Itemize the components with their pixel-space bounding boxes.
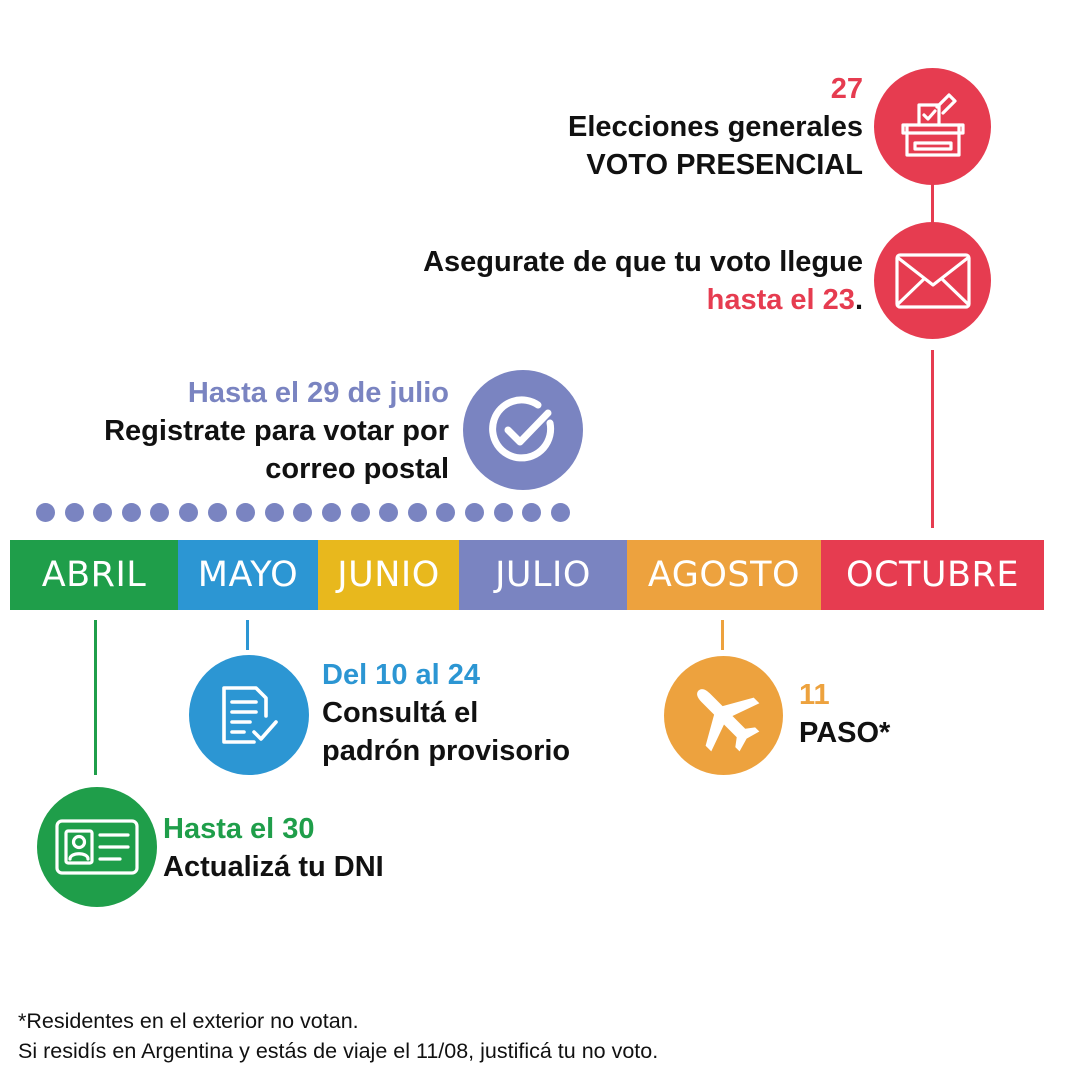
correo-title: Asegurate de que tu voto llegue bbox=[423, 246, 863, 278]
month-octubre: OCTUBRE bbox=[821, 540, 1044, 610]
padron-title: Consultá el bbox=[322, 697, 479, 729]
timeline-dot bbox=[293, 503, 312, 522]
timeline-dot bbox=[36, 503, 55, 522]
timeline-dot bbox=[436, 503, 455, 522]
padron-subtitle: padrón provisorio bbox=[322, 735, 571, 767]
month-julio: JULIO bbox=[459, 540, 627, 610]
timeline-dot bbox=[122, 503, 141, 522]
padron-date: Del 10 al 24 bbox=[322, 659, 480, 691]
timeline-dot bbox=[150, 503, 169, 522]
registro-date: Hasta el 29 de julio bbox=[187, 377, 449, 409]
paso-connector-line bbox=[721, 620, 724, 650]
correo-text bbox=[423, 243, 863, 319]
timeline-dot bbox=[208, 503, 227, 522]
timeline-dot bbox=[65, 503, 84, 522]
elecciones-title: Elecciones generales bbox=[568, 111, 863, 143]
footnote-line-1: *Residentes en el exterior no votan. bbox=[18, 1009, 359, 1033]
check-circle-icon bbox=[486, 393, 560, 467]
timeline-dot bbox=[265, 503, 284, 522]
envelope-icon bbox=[894, 251, 972, 311]
elecciones-text bbox=[568, 70, 863, 184]
timeline-dot bbox=[465, 503, 484, 522]
month-timeline-bar bbox=[10, 540, 1044, 610]
correo-icon-circle bbox=[874, 222, 991, 339]
elecciones-date: 27 bbox=[830, 73, 863, 105]
paso-icon-circle bbox=[664, 656, 783, 775]
paso-date: 11 bbox=[799, 679, 830, 711]
correo-suffix: . bbox=[854, 284, 863, 316]
timeline-dot bbox=[322, 503, 341, 522]
padron-icon-circle bbox=[189, 655, 309, 775]
elecciones-subtitle: VOTO PRESENCIAL bbox=[586, 149, 863, 181]
correo-highlight: hasta el 23 bbox=[706, 284, 855, 316]
registro-title: Registrate para votar por bbox=[104, 415, 449, 447]
dni-icon-circle bbox=[37, 787, 157, 907]
timeline-dot bbox=[379, 503, 398, 522]
month-agosto: AGOSTO bbox=[627, 540, 821, 610]
timeline-dot bbox=[408, 503, 427, 522]
elecciones-icon-circle bbox=[874, 68, 991, 185]
registro-subtitle: correo postal bbox=[265, 453, 449, 485]
elecciones-connector-line bbox=[931, 180, 934, 228]
registro-icon-circle bbox=[463, 370, 583, 490]
correo-connector-line bbox=[931, 350, 934, 528]
footnote-line-2: Si residís en Argentina y estás de viaje el 11/08, justificá tu no voto. bbox=[18, 1039, 659, 1063]
timeline-dot bbox=[551, 503, 570, 522]
dni-connector-line bbox=[94, 620, 97, 775]
timeline-dot bbox=[93, 503, 112, 522]
padron-connector-line bbox=[246, 620, 249, 650]
ballot-box-icon bbox=[897, 91, 969, 163]
paso-text bbox=[799, 676, 890, 752]
dni-date: Hasta el 30 bbox=[163, 813, 315, 845]
registration-dotted-line bbox=[36, 503, 570, 522]
padron-text bbox=[322, 656, 570, 770]
timeline-dot bbox=[494, 503, 513, 522]
dni-title: Actualizá tu DNI bbox=[163, 851, 384, 883]
timeline-dot bbox=[179, 503, 198, 522]
dni-text bbox=[163, 810, 384, 886]
paso-title: PASO* bbox=[799, 717, 891, 749]
timeline-dot bbox=[236, 503, 255, 522]
document-check-icon bbox=[216, 682, 282, 748]
month-mayo: MAYO bbox=[178, 540, 318, 610]
id-card-icon bbox=[54, 817, 140, 877]
month-abril: ABRIL bbox=[10, 540, 178, 610]
month-junio: JUNIO bbox=[318, 540, 459, 610]
timeline-dot bbox=[351, 503, 370, 522]
airplane-icon bbox=[682, 674, 766, 758]
registro-text bbox=[104, 374, 449, 488]
timeline-dot bbox=[522, 503, 541, 522]
